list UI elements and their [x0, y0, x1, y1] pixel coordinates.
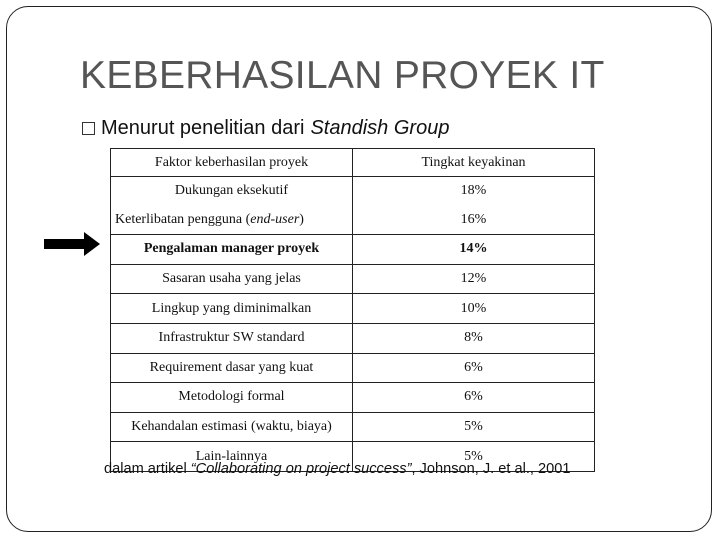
table-row	[111, 177, 595, 206]
table-row	[111, 412, 595, 442]
success-factors-table	[110, 148, 595, 472]
citation	[104, 461, 570, 477]
checkbox-bullet-icon	[82, 122, 95, 135]
value-cell: 8%	[353, 323, 595, 353]
table-header-confidence: Tingkat keyakinan	[353, 149, 595, 177]
table-header-factor: Faktor keberhasilan proyek	[111, 149, 353, 177]
table-header-row	[111, 149, 595, 177]
table-row	[111, 353, 595, 383]
factor-cell: Requirement dasar yang kuat	[111, 353, 353, 383]
factor-text-italic: end-user	[250, 211, 300, 227]
slide-title: KEBERHASILAN PROYEK IT	[80, 54, 605, 97]
value-cell: 10%	[353, 294, 595, 324]
factor-cell: Lain-lainnya	[111, 442, 353, 472]
factor-cell: Pengalaman manager proyek	[111, 235, 353, 265]
value-cell: 14%	[353, 235, 595, 265]
bullet-source: Standish Group	[310, 117, 450, 139]
table-row	[111, 264, 595, 294]
table-row	[111, 294, 595, 324]
value-cell: 6%	[353, 383, 595, 413]
factor-cell	[111, 206, 353, 235]
table-row-highlighted	[111, 235, 595, 265]
value-cell: 12%	[353, 264, 595, 294]
value-cell: 16%	[353, 206, 595, 235]
table-row	[111, 383, 595, 413]
factor-cell: Sasaran usaha yang jelas	[111, 264, 353, 294]
value-cell: 5%	[353, 412, 595, 442]
factor-cell: Infrastruktur SW standard	[111, 323, 353, 353]
value-cell: 5%	[353, 442, 595, 472]
value-cell: 18%	[353, 177, 595, 206]
bullet-text: Menurut penelitian dari	[101, 117, 305, 139]
table-row	[111, 323, 595, 353]
citation-prefix: dalam artikel	[104, 461, 191, 477]
factor-cell: Metodologi formal	[111, 383, 353, 413]
table-row	[111, 206, 595, 235]
citation-article: “Collaborating on project success”	[190, 461, 412, 477]
bullet-point	[82, 117, 449, 140]
factor-text-suffix: )	[299, 211, 304, 227]
citation-suffix: , Johnson, J. et al., 2001	[411, 461, 571, 477]
factor-cell: Dukungan eksekutif	[111, 177, 353, 206]
value-cell: 6%	[353, 353, 595, 383]
factor-cell: Lingkup yang diminimalkan	[111, 294, 353, 324]
factor-cell: Kehandalan estimasi (waktu, biaya)	[111, 412, 353, 442]
right-arrow-icon	[44, 232, 100, 256]
factor-text-prefix: Keterlibatan pengguna (	[115, 211, 251, 227]
